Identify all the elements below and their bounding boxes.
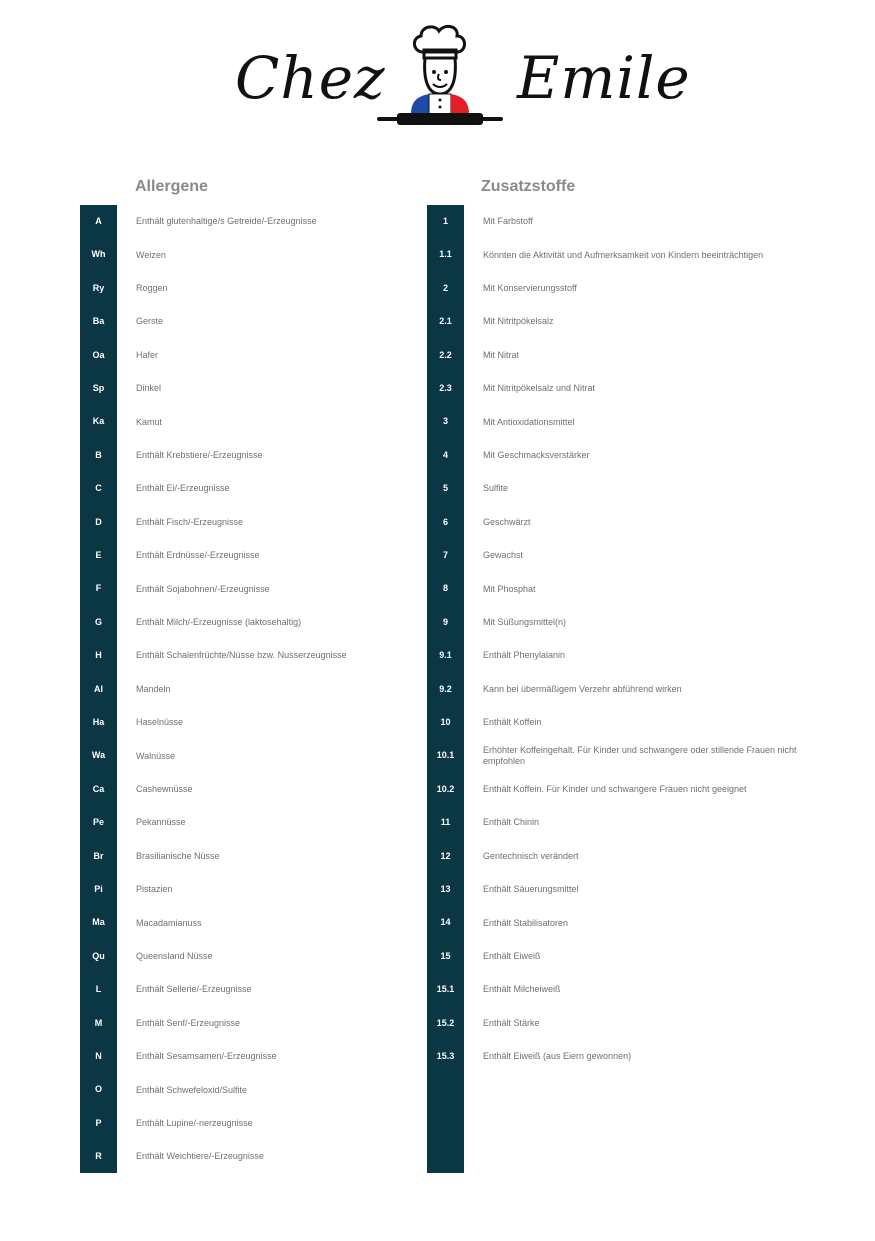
allergene-code: Sp (92, 383, 105, 393)
zusatzstoffe-label: Enthält Koffein. Für Kinder und schwangere Frauen nicht geeignet (483, 783, 747, 794)
allergene-code: P (95, 1117, 102, 1128)
allergene-code: Ca (92, 783, 105, 794)
zusatzstoffe-label: Erhöhter Koffeingehalt. Für Kinder und schwangere oder stillende Frauen nicht empfohlen (483, 745, 797, 767)
allergene-label: Pekannüsse (136, 817, 186, 828)
zusatzstoffe-label: Gewachst (483, 550, 524, 561)
allergene-code: Al (94, 683, 103, 694)
allergene-code: G (94, 616, 102, 627)
allergene-code: O (94, 1084, 102, 1095)
zusatzstoffe-label: Enthält Phenylalanin (483, 650, 566, 661)
allergene-code: Ba (92, 316, 105, 327)
zusatzstoffe-row (427, 806, 847, 839)
zusatzstoffe-label: Enthält Milcheiweiß (483, 984, 561, 995)
zusatzstoffe-row (427, 539, 847, 572)
zusatzstoffe-code: 15.1 (436, 984, 455, 995)
allergene-code: Ry (92, 282, 105, 293)
zusatzstoffe-label: Mit Farbstoff (483, 216, 533, 227)
zusatzstoffe-row (427, 305, 847, 338)
allergene-label: Cashewnüsse (136, 783, 193, 794)
zusatzstoffe-row (427, 1040, 847, 1073)
zusatzstoffe-row (427, 773, 847, 806)
zusatzstoffe-row (427, 339, 847, 372)
zusatzstoffe-code: 1 (442, 216, 448, 226)
allergene-code: C (95, 483, 102, 494)
zusatzstoffe-code: 1.1 (439, 249, 452, 260)
zusatzstoffe-row (427, 973, 847, 1006)
allergene-label: Enthält Erdnüsse/-Erzeugnisse (136, 550, 260, 561)
allergene-label: Enthält Sojabohnen/-Erzeugnisse (136, 583, 270, 594)
allergene-label: Enthält Krebstiere/-Erzeugnisse (136, 449, 263, 460)
zusatzstoffe-code: 2.2 (439, 349, 452, 360)
zusatzstoffe-row (427, 673, 847, 706)
allergene-label: Haselnüsse (136, 717, 184, 728)
zusatzstoffe-label: Mit Nitritpökelsalz und Nitrat (483, 383, 596, 394)
allergene-label: Kamut (136, 416, 163, 427)
zusatzstoffe-code: 10.2 (436, 783, 455, 794)
allergene-code: Qu (92, 950, 105, 961)
allergene-code: H (95, 650, 102, 661)
zusatzstoffe-label: Sulfite (483, 483, 509, 494)
allergene-label: Walnüsse (136, 750, 176, 761)
zusatzstoffe-label: Mit Phosphat (483, 583, 536, 594)
allergene-label: Enthält Senf/-Erzeugnisse (136, 1017, 241, 1028)
allergene-code: D (95, 516, 102, 527)
allergene-label: Gerste (136, 316, 164, 327)
zusatzstoffe-label: Enthält Säuerungsmittel (483, 884, 579, 895)
zusatzstoffe-row (427, 272, 847, 305)
zusatzstoffe-code: 14 (440, 917, 451, 928)
zusatzstoffe-label: Enthält Chinin (483, 817, 540, 828)
zusatzstoffe-label: Geschwärzt (483, 516, 531, 527)
zusatzstoffe-row (427, 405, 847, 438)
zusatzstoffe-label: Enthält Stärke (483, 1017, 540, 1028)
allergene-label: Mandeln (136, 683, 171, 694)
allergene-code: Pe (92, 817, 104, 828)
zusatzstoffe-code: 4 (442, 449, 448, 460)
allergene-code: Wh (91, 249, 106, 260)
zusatzstoffe-code: 2.3 (439, 383, 452, 393)
allergene-code: Oa (92, 349, 105, 360)
allergene-label: Enthält Ei/-Erzeugnisse (136, 483, 230, 494)
allergene-label: Enthält Fisch/-Erzeugnisse (136, 516, 244, 527)
allergene-label: Pistazien (136, 884, 173, 895)
zusatzstoffe-code: 15 (440, 950, 451, 961)
zusatzstoffe-label: Kann bei übermäßigem Verzehr abführend wirken (483, 683, 682, 694)
zusatzstoffe-row (427, 739, 847, 772)
logo-word-chez: Chez (235, 44, 386, 112)
zusatzstoffe-code: 6 (442, 516, 448, 527)
allergene-title: Allergene (135, 178, 208, 195)
allergene-label: Roggen (136, 282, 168, 293)
allergene-code: L (95, 984, 102, 995)
zusatzstoffe-label: Enthält Eiweiß (483, 950, 541, 961)
zusatzstoffe-code: 8 (442, 583, 448, 594)
zusatzstoffe-label: Mit Geschmacksverstärker (483, 449, 590, 460)
allergene-code: F (95, 583, 102, 594)
zusatzstoffe-label: Enthält Koffein (483, 717, 542, 728)
zusatzstoffe-row (427, 572, 847, 605)
allergene-label: Enthält Sellerie/-Erzeugnisse (136, 984, 252, 995)
allergene-code: Ka (92, 416, 105, 427)
zusatzstoffe-row (427, 873, 847, 906)
zusatzstoffe-label: Mit Antioxidationsmittel (483, 416, 575, 427)
allergene-label: Weizen (136, 249, 166, 260)
zusatzstoffe-label: Mit Süßungsmittel(n) (483, 616, 567, 627)
zusatzstoffe-row (427, 372, 847, 405)
zusatzstoffe-code: 13 (440, 884, 451, 894)
allergene-label: Macadamianuss (136, 917, 202, 928)
zusatzstoffe-code: 9.1 (439, 650, 452, 661)
allergene-label: Dinkel (136, 383, 162, 394)
allergene-code: E (95, 550, 102, 560)
allergene-code: R (95, 1151, 102, 1162)
zusatzstoffe-row (427, 840, 847, 873)
allergene-code: Ha (92, 717, 105, 727)
zusatzstoffe-title: Zusatzstoffe (481, 178, 576, 195)
allergene-label: Enthält Weichtiere/-Erzeugnisse (136, 1151, 264, 1162)
logo-word-emile: Emile (517, 44, 691, 112)
zusatzstoffe-code: 2 (442, 282, 448, 293)
zusatzstoffe-row (427, 906, 847, 939)
allergene-code: M (94, 1017, 103, 1028)
allergene-label: Enthält glutenhaltige/s Getreide/-Erzeugnisse (136, 216, 317, 227)
logo (225, 22, 691, 137)
zusatzstoffe-label: Mit Nitritpökelsalz (483, 316, 554, 327)
zusatzstoffe-code: 15.3 (436, 1051, 455, 1061)
zusatzstoffe-row (427, 1007, 847, 1040)
zusatzstoffe-code: 10 (440, 717, 451, 727)
allergene-label: Enthält Schwefeloxid/Sulfite (136, 1084, 248, 1095)
zusatzstoffe-label: Mit Nitrat (483, 349, 519, 360)
zusatzstoffe-code: 5 (442, 483, 448, 494)
zusatzstoffe-row (427, 439, 847, 472)
allergene-code: B (95, 449, 102, 460)
zusatzstoffe-row (427, 940, 847, 973)
allergene-label: Enthält Schalenfrüchte/Nüsse bzw. Nusserzeugnisse (136, 650, 347, 661)
zusatzstoffe-code: 3 (442, 416, 448, 427)
zusatzstoffe-label: Enthält Stabilisatoren (483, 917, 569, 928)
zusatzstoffe-code: 2.1 (439, 316, 452, 327)
allergene-label: Queensland Nüsse (136, 950, 213, 961)
zusatzstoffe-code: 12 (440, 850, 451, 861)
chef-icon (375, 22, 505, 132)
allergene-code: N (95, 1051, 102, 1061)
allergene-label: Enthält Milch/-Erzeugnisse (laktosehaltig) (136, 616, 302, 627)
allergene-code: Wa (91, 750, 106, 761)
zusatzstoffe-label: Enthält Eiweiß (aus Eiern gewonnen) (483, 1051, 632, 1062)
zusatzstoffe-row (427, 606, 847, 639)
zusatzstoffe-code: 9.2 (439, 683, 452, 694)
allergene-code: Pi (94, 884, 103, 894)
zusatzstoffe-row (427, 506, 847, 539)
zusatzstoffe-row (427, 205, 847, 238)
allergene-code: A (95, 216, 102, 226)
zusatzstoffe-label: Könnten die Aktivität und Aufmerksamkeit von Kindern beeinträchtigen (483, 249, 764, 260)
zusatzstoffe-code: 7 (442, 550, 448, 560)
zusatzstoffe-row (427, 706, 847, 739)
zusatzstoffe-label: Gentechnisch verändert (483, 850, 579, 861)
zusatzstoffe-row (427, 238, 847, 271)
zusatzstoffe-row (427, 472, 847, 505)
allergene-label: Brasilianische Nüsse (136, 850, 220, 861)
allergene-label: Hafer (136, 349, 159, 360)
allergene-label: Enthält Lupine/-nerzeugnisse (136, 1117, 253, 1128)
zusatzstoffe-row (427, 639, 847, 672)
zusatzstoffe-code: 15.2 (436, 1017, 455, 1028)
allergene-code: Ma (92, 917, 105, 928)
zusatzstoffe-code: 9 (442, 616, 448, 627)
zusatzstoffe-code: 11 (440, 817, 451, 828)
allergene-code: Br (93, 850, 104, 861)
allergene-label: Enthält Sesamsamen/-Erzeugnisse (136, 1051, 277, 1062)
zusatzstoffe-label: Mit Konservierungsstoff (483, 282, 577, 293)
zusatzstoffe-code: 10.1 (436, 750, 455, 761)
